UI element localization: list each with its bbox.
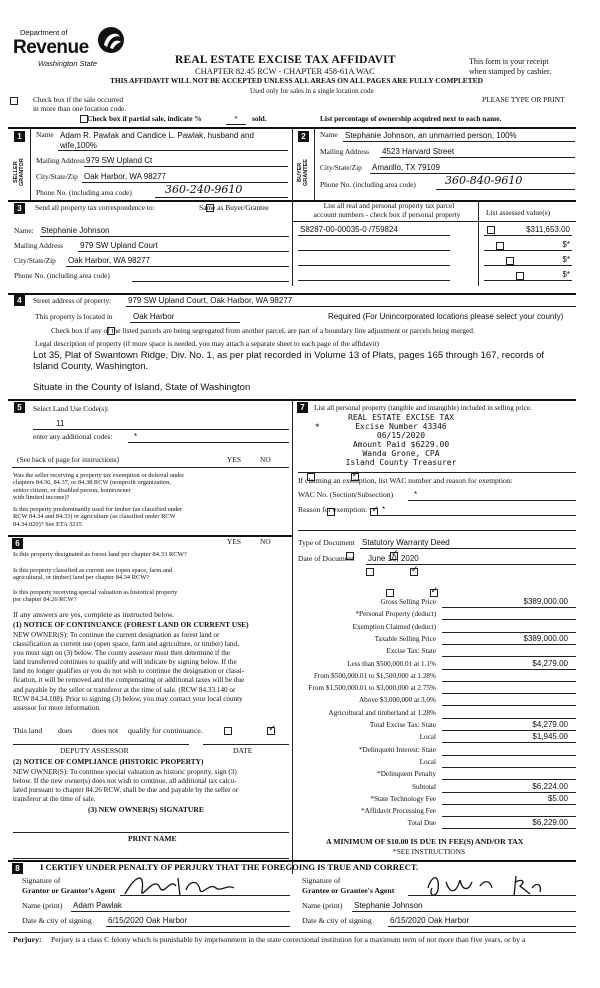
legal-description-1[interactable]: Lot 35, Plat of Swantown Ridge, Div. No. 1, as per plat recorded in Volume 13 of Plats, pages 165 through 167, records of — [33, 350, 545, 361]
wac-number[interactable]: * — [414, 490, 418, 499]
grantee-print-name[interactable]: Stephanie Johnson — [354, 901, 423, 910]
exemption-question: Was the seller receiving a property tax exemption or deferral under chapters 84.36, 84.37, or 84.38 RCW (nonprofit organization, senior citizen, or disabled person, homeowner with limited income)? — [13, 472, 185, 502]
deputy-assessor-label: DEPUTY ASSESSOR — [60, 746, 129, 755]
street-label: Street address of property: — [33, 296, 112, 305]
tax-row-label: *Affidavit Processing Fee — [361, 807, 436, 815]
receipt-note-1: This form is your receipt — [469, 57, 549, 66]
timber-question: Is this property predominantly used for timber (as classified under RCW 84.34 and 84.33) or agriculture (as classified under RCW 84.34.020)? See ETA 3215 — [13, 506, 183, 528]
stamp-bullet: * — [315, 422, 320, 432]
grantee-date-label: Date & city of signing — [302, 916, 372, 925]
form-statute: CHAPTER 82.45 RCW - CHAPTER 458-61A WAC — [195, 66, 375, 76]
qualify-label: qualify for continuance. — [128, 726, 203, 735]
s5-no-header: NO — [260, 455, 271, 464]
tax-row-label: From $500,000.01 to $1,500,000 at 1.28% — [313, 672, 436, 680]
tax-row-label: Subtotal — [412, 783, 436, 791]
new-owner-signature-label: (3) NEW OWNER(S) SIGNATURE — [88, 805, 204, 814]
minimum-fee-note: A MINIMUM OF $10.00 IS DUE IN FEE(S) AND/OR TAX — [326, 837, 524, 846]
tax-row-label: *Delinquent Interest: State — [358, 746, 436, 754]
see-instructions-note: *SEE INSTRUCTIONS — [393, 847, 466, 856]
location-required-note: Required (For Unincorporated locations please select your county) — [328, 312, 564, 321]
assessor-date-label: DATE — [233, 746, 253, 755]
land-does-label: does — [58, 726, 73, 735]
receipt-note-2: when stamped by cashier. — [469, 67, 552, 76]
tax-row-value[interactable]: $4,279.00 — [532, 720, 568, 729]
seller-mail[interactable]: 979 SW Upland Ct — [86, 156, 153, 165]
seller-side-label: SELLER GRANTOR — [13, 158, 25, 187]
seller-name-label: Name — [36, 130, 54, 139]
notice-1-title: (1) NOTICE OF CONTINUANCE (FOREST LAND OR CURRENT USE) — [13, 620, 249, 629]
tax-row-value[interactable]: $1,945.00 — [532, 732, 568, 741]
buyer-phone[interactable]: 360-840-9610 — [445, 174, 523, 187]
tax-row-label: Exemption Claimed (deduct) — [352, 623, 436, 631]
seller-city-label: City/State/Zip — [36, 172, 78, 181]
buyer-phone-label: Phone No. (including area code) — [320, 180, 416, 189]
answers-note: If any answers are yes, complete as instructed below. — [13, 610, 175, 619]
grantor-agent-label: Grantor or Grantor's Agent — [22, 886, 116, 895]
parcel-value-4[interactable]: $* — [562, 270, 570, 279]
tax-row-label: Above $3,000,000 at 3.0% — [358, 696, 436, 704]
corr-phone-label: Phone No. (including area code) — [14, 271, 110, 280]
historic-yes-checkbox[interactable] — [386, 589, 394, 597]
this-land-label: This land — [13, 726, 43, 735]
tax-row-label: Agricultural and timberland at 1.28% — [328, 709, 436, 717]
tax-row-value[interactable]: $4,279.00 — [532, 659, 568, 668]
form-warning: THIS AFFIDAVIT WILL NOT BE ACCEPTED UNLESS ALL AREAS ON ALL PAGES ARE FULLY COMPLETED — [110, 76, 483, 85]
seller-name-2[interactable]: wife,100% — [60, 141, 97, 150]
see-back-note: (See back of page for instructions) — [17, 455, 119, 464]
s6-no-header: NO — [260, 537, 271, 546]
notice-2-title: (2) NOTICE OF COMPLIANCE (HISTORIC PROPERTY) — [13, 757, 204, 766]
buyer-mail[interactable]: 4523 Harvard Street — [382, 147, 455, 156]
property-location[interactable]: Oak Harbor — [133, 312, 175, 321]
ownership-note: List percentage of ownership acquired next to each name. — [320, 114, 502, 123]
section-6-badge: 6 — [12, 538, 23, 549]
treasurer-stamp: REAL ESTATE EXCISE TAX Excise Number 43346 06/15/2020 Amount Paid $6229.00 Wanda Grone, CPA Island County Treasurer — [345, 413, 457, 467]
parcel-value-2[interactable]: $* — [562, 240, 570, 249]
exemption-reason[interactable]: * — [382, 505, 386, 514]
legal-description-2[interactable]: Island County, Washington. — [33, 361, 149, 372]
corr-city[interactable]: Oak Harbor, WA 98277 — [68, 256, 150, 265]
section-1-badge: 1 — [14, 131, 25, 142]
corr-name-label: Name: — [14, 226, 34, 235]
corr-mail-label: Mailing Address — [14, 241, 64, 250]
section-2-badge: 2 — [298, 131, 309, 142]
located-label: This property is located in — [35, 312, 113, 321]
print-note: PLEASE TYPE OR PRINT — [482, 95, 565, 104]
tax-row-value[interactable]: $389,000.00 — [523, 634, 568, 643]
forest-question: Is this property designated as forest land per chapter 84.33 RCW? — [13, 551, 187, 558]
current-use-question: Is this property classified as current use (open space, farm and agricultural, or timber) land per chapter 84.34 RCW? — [13, 567, 173, 582]
wac-label: WAC No. (Section/Subsection) — [298, 490, 394, 499]
parcels-header-1: List all real and personal property tax parcel — [323, 201, 455, 210]
tax-row-label: Local — [419, 733, 436, 741]
tax-row-value[interactable]: $6,224.00 — [532, 782, 568, 791]
section-5-badge: 5 — [14, 402, 25, 413]
grantor-signature[interactable] — [120, 866, 250, 906]
tax-row-label: *Personal Property (deduct) — [355, 610, 436, 618]
multi-sale-label-2: in more than one location code. — [33, 104, 127, 113]
grantee-signature-label: Signature of — [302, 876, 341, 885]
tax-row-label: Excise Tax: State — [386, 647, 436, 655]
doc-type[interactable]: Statutory Warranty Deed — [362, 538, 450, 547]
buyer-name-label: Name — [320, 130, 338, 139]
additional-codes[interactable]: * — [134, 432, 138, 441]
historic-no-checkbox[interactable] — [430, 589, 438, 597]
section-8-badge: 8 — [12, 863, 23, 874]
tax-row-label: *Delinquent Penalty — [377, 770, 436, 778]
doc-type-label: Type of Document — [298, 538, 355, 547]
tax-row-label: Total Due — [407, 819, 436, 827]
corr-name[interactable]: Stephanie Johnson — [41, 226, 110, 235]
personal-property-label: List all personal property (tangible and intangible) included in selling price. — [314, 404, 532, 412]
corr-mail[interactable]: 979 SW Upland Court — [80, 241, 158, 250]
perjury-text: Perjury is a class C felony which is punishable by imprisonment in the state correctional institution for a maximum term of not more than five years, or by a — [51, 935, 526, 944]
notice-1-text: NEW OWNER(S): To continue the current designation as forest land or classification as current use (open space, farm and agriculture, or timber) land, you must sign on (3) below. The county assessor must then determine if the land transferred continues to qualify and will indicate by signing below. If the land no longer qualifies or you do not wish to continue the designation or classi- fication, it will be removed and the compensating or additional taxes will be due and payable by the seller or transferor at the time of sale. (RCW 84.33.140 or RCW 84.34.108). Prior to signing (3) below, you may contact your local county assessor for more information. — [13, 631, 245, 712]
single-location-note: Used only for sales in a single location code — [250, 87, 374, 95]
tax-row-label: Gross Selling Price — [380, 598, 436, 606]
buyer-mail-label: Mailing Address — [320, 147, 370, 156]
buyer-city-label: City/State/Zip — [320, 163, 362, 172]
tax-row-value[interactable]: $6,229.00 — [532, 818, 568, 827]
revenue-logo-icon — [96, 25, 126, 55]
land-does-checkbox[interactable] — [224, 727, 232, 735]
multi-sale-label: Check box if the sale occurred — [33, 95, 124, 104]
tax-row-label: Taxable Selling Price — [374, 635, 436, 643]
tax-row-value[interactable]: $389,000.00 — [523, 597, 568, 606]
perjury-label: Perjury: — [13, 935, 42, 944]
partial-sale-label: Check box if partial sale, indicate % — [87, 114, 202, 123]
section-7-badge: 7 — [297, 402, 308, 413]
historic-question: Is this property receiving special valuation as historical property per chapter 84.26 RCW? — [13, 589, 178, 604]
partial-percent-field[interactable]: * — [226, 115, 246, 125]
tax-row-label: Local — [419, 758, 436, 766]
state-line: Washington State — [38, 59, 98, 68]
property-street[interactable]: 979 SW Upland Court, Oak Harbor, WA 98277 — [128, 296, 293, 305]
parcels-header-2: account numbers - check box if personal property — [313, 210, 461, 219]
multi-location-checkbox[interactable] — [10, 97, 18, 105]
parcel-value-3[interactable]: $* — [562, 255, 570, 264]
tax-row-label: Less than $500,000.01 at 1.1% — [347, 660, 436, 668]
same-as-buyer-label: Same as Buyer/Grantee — [199, 203, 269, 212]
land-use-code[interactable]: 11 — [56, 419, 65, 428]
land-does-not-label: does not — [92, 726, 119, 735]
buyer-city[interactable]: Amarillo, TX 79109 — [372, 163, 440, 172]
section-3-badge: 3 — [14, 203, 25, 214]
land-does-not-checkbox[interactable] — [267, 727, 275, 735]
dept-line: Department of — [20, 28, 68, 37]
grantor-signature-label: Signature of — [22, 876, 61, 885]
grantor-print-name[interactable]: Adam Pawlak — [73, 901, 122, 910]
seller-mail-label: Mailing Address — [36, 156, 86, 165]
print-name-label: PRINT NAME — [128, 834, 177, 843]
form-title: REAL ESTATE EXCISE TAX AFFIDAVIT — [175, 54, 396, 66]
tax-row-value[interactable]: $5.00 — [547, 794, 568, 803]
grantee-date-city[interactable]: 6/15/2020 Oak Harbor — [390, 916, 470, 925]
seller-phone-label: Phone No. (including area code) — [36, 188, 132, 197]
tax-row-label: Total Excise Tax: State — [369, 721, 436, 729]
buyer-name[interactable]: Stephanie Johnson, an unmarried person, 100% — [345, 131, 517, 140]
certify-statement: I CERTIFY UNDER PENALTY OF PERJURY THAT THE FOREGOING IS TRUE AND CORRECT. — [40, 862, 419, 872]
buyer-side-label: BUYER GRANTEE — [297, 159, 309, 186]
seller-city[interactable]: Oak Harbor, WA 98277 — [84, 172, 166, 181]
exemption-claim-note: If claiming an exemption, list WAC number and reason for exemption: — [298, 476, 513, 485]
seller-name-1[interactable]: Adam R. Pawlak and Candice L. Pawlak, husband and — [60, 131, 254, 140]
tax-row-label: *State Technology Fee — [370, 795, 436, 803]
land-use-label: Select Land Use Code(s): — [33, 404, 109, 413]
notice-2-text: NEW OWNER(S): To continue special valuation as historic property, sign (3) below. If the new owner(s) does not wish to continue, all additional tax calcu- lated pursuant to chapter 84.26 RCW, shall be due and payable by the seller or transferor at the time of sale. — [13, 768, 239, 804]
parcel-account-1[interactable]: S8287-00-00035-0 /759824 — [300, 225, 398, 234]
seller-phone[interactable]: 360-240-9610 — [165, 183, 243, 196]
brand-wordmark: Revenue — [13, 37, 89, 58]
grantor-name-label: Name (print) — [22, 901, 63, 910]
grantee-signature[interactable] — [420, 868, 550, 902]
grantee-agent-label: Grantee or Grantee's Agent — [302, 886, 395, 895]
doc-date[interactable]: June 10, 2020 — [368, 554, 419, 563]
current-use-no-checkbox[interactable] — [410, 568, 418, 576]
current-use-yes-checkbox[interactable] — [366, 568, 374, 576]
grantor-date-label: Date & city of signing — [22, 916, 92, 925]
assessed-header: List assessed value(s) — [486, 208, 551, 217]
legal-label: Legal description of property (if more space is needed, you may attach a separate sheet to each page of the affidavit) — [35, 339, 379, 348]
correspondence-label: Send all property tax correspondence to: — [35, 203, 155, 212]
grantee-name-label: Name (print) — [302, 901, 343, 910]
s5-yes-header: YES — [227, 455, 241, 464]
section-4-badge: 4 — [14, 295, 25, 306]
segregated-label: Check box if any of the listed parcels are being segregated from another parcel, are part of a boundary line adjustment or parcels being merged. — [51, 326, 475, 335]
exemption-reason-label: Reason for exemption: — [298, 505, 368, 514]
grantor-date-city[interactable]: 6/15/2020 Oak Harbor — [108, 916, 188, 925]
additional-codes-label: enter any additional codes: — [33, 432, 113, 441]
sold-label: sold. — [252, 114, 267, 123]
county-situate[interactable]: Situate in the County of Island, State of Washington — [33, 382, 251, 393]
tax-row-label: From $1,500,000.01 to $3,000,000 at 2.75% — [308, 684, 436, 692]
doc-date-label: Date of Document — [298, 554, 355, 563]
corr-city-label: City/State/Zip — [14, 256, 56, 265]
s6-yes-header: YES — [227, 537, 241, 546]
parcel-value-1[interactable]: $311,653.00 — [526, 225, 570, 234]
